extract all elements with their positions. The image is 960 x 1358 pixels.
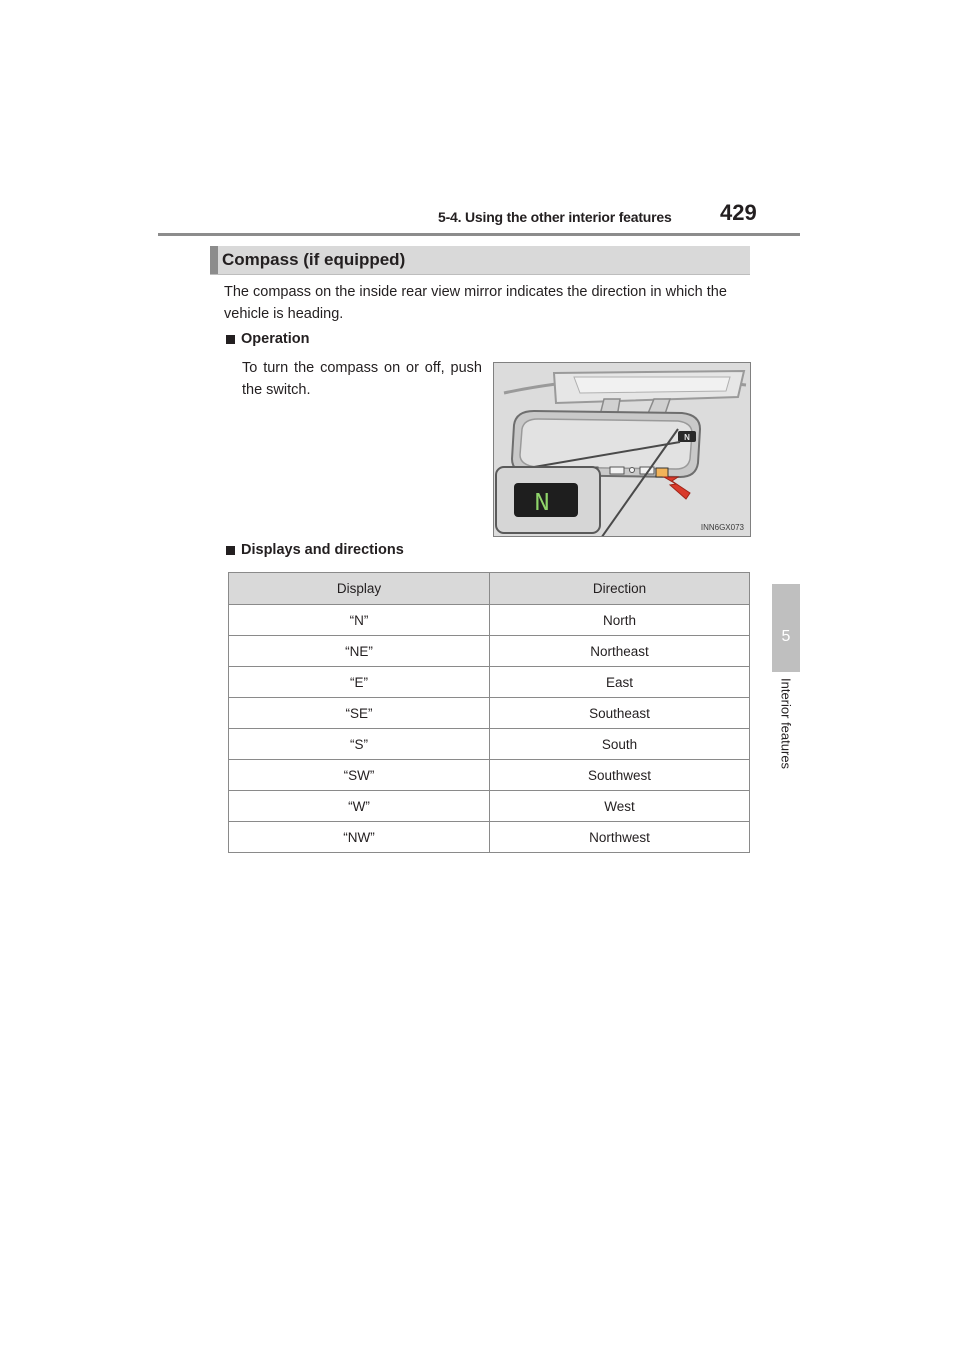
direction-cell: West [490, 791, 750, 822]
direction-cell: North [490, 605, 750, 636]
section-accent [210, 246, 218, 274]
enlarged-compass-letter: N [534, 488, 550, 518]
running-header-section: 5-4. Using the other interior features [438, 209, 672, 225]
table-row [229, 636, 750, 667]
display-cell: “NW” [229, 822, 490, 853]
table-row [229, 667, 750, 698]
direction-cell: Northeast [490, 636, 750, 667]
table-row [229, 760, 750, 791]
displays-heading-text: Displays and directions [241, 542, 404, 558]
column-header-direction: Direction [490, 573, 750, 605]
operation-heading-text: Operation [241, 331, 310, 347]
table-row [229, 698, 750, 729]
display-cell: “W” [229, 791, 490, 822]
display-cell: “SE” [229, 698, 490, 729]
display-cell: “SW” [229, 760, 490, 791]
table-row [229, 729, 750, 760]
intro-paragraph: The compass on the inside rear view mirror indicates the direction in which the vehicle is heading. [224, 284, 727, 322]
direction-cell: East [490, 667, 750, 698]
display-cell: “N” [229, 605, 490, 636]
square-bullet-icon [226, 546, 235, 555]
column-header-display: Display [229, 573, 490, 605]
direction-cell: Southeast [490, 698, 750, 729]
square-bullet-icon [226, 335, 235, 344]
display-cell: “E” [229, 667, 490, 698]
table-row [229, 791, 750, 822]
header-rule [158, 233, 800, 236]
direction-cell: Southwest [490, 760, 750, 791]
chapter-number: 5 [781, 628, 791, 645]
display-cell: “NE” [229, 636, 490, 667]
table-header-row [229, 573, 750, 605]
table-row [229, 605, 750, 636]
display-cell: “S” [229, 729, 490, 760]
mirror-compass-letter: N [684, 433, 690, 442]
mirror-drawing [494, 363, 750, 536]
section-title: Compass (if equipped) [222, 250, 406, 269]
page-number: 429 [720, 200, 757, 225]
displays-heading [226, 542, 404, 558]
mirror-compass-illustration [493, 362, 751, 537]
direction-cell: South [490, 729, 750, 760]
directions-table [228, 572, 750, 853]
figure-code: INN6GX073 [700, 523, 744, 532]
operation-heading [226, 331, 309, 347]
table-row [229, 822, 750, 853]
chapter-title: Interior features [778, 678, 794, 770]
direction-cell: Northwest [490, 822, 750, 853]
operation-text: To turn the compass on or off, push the switch. [242, 360, 482, 398]
